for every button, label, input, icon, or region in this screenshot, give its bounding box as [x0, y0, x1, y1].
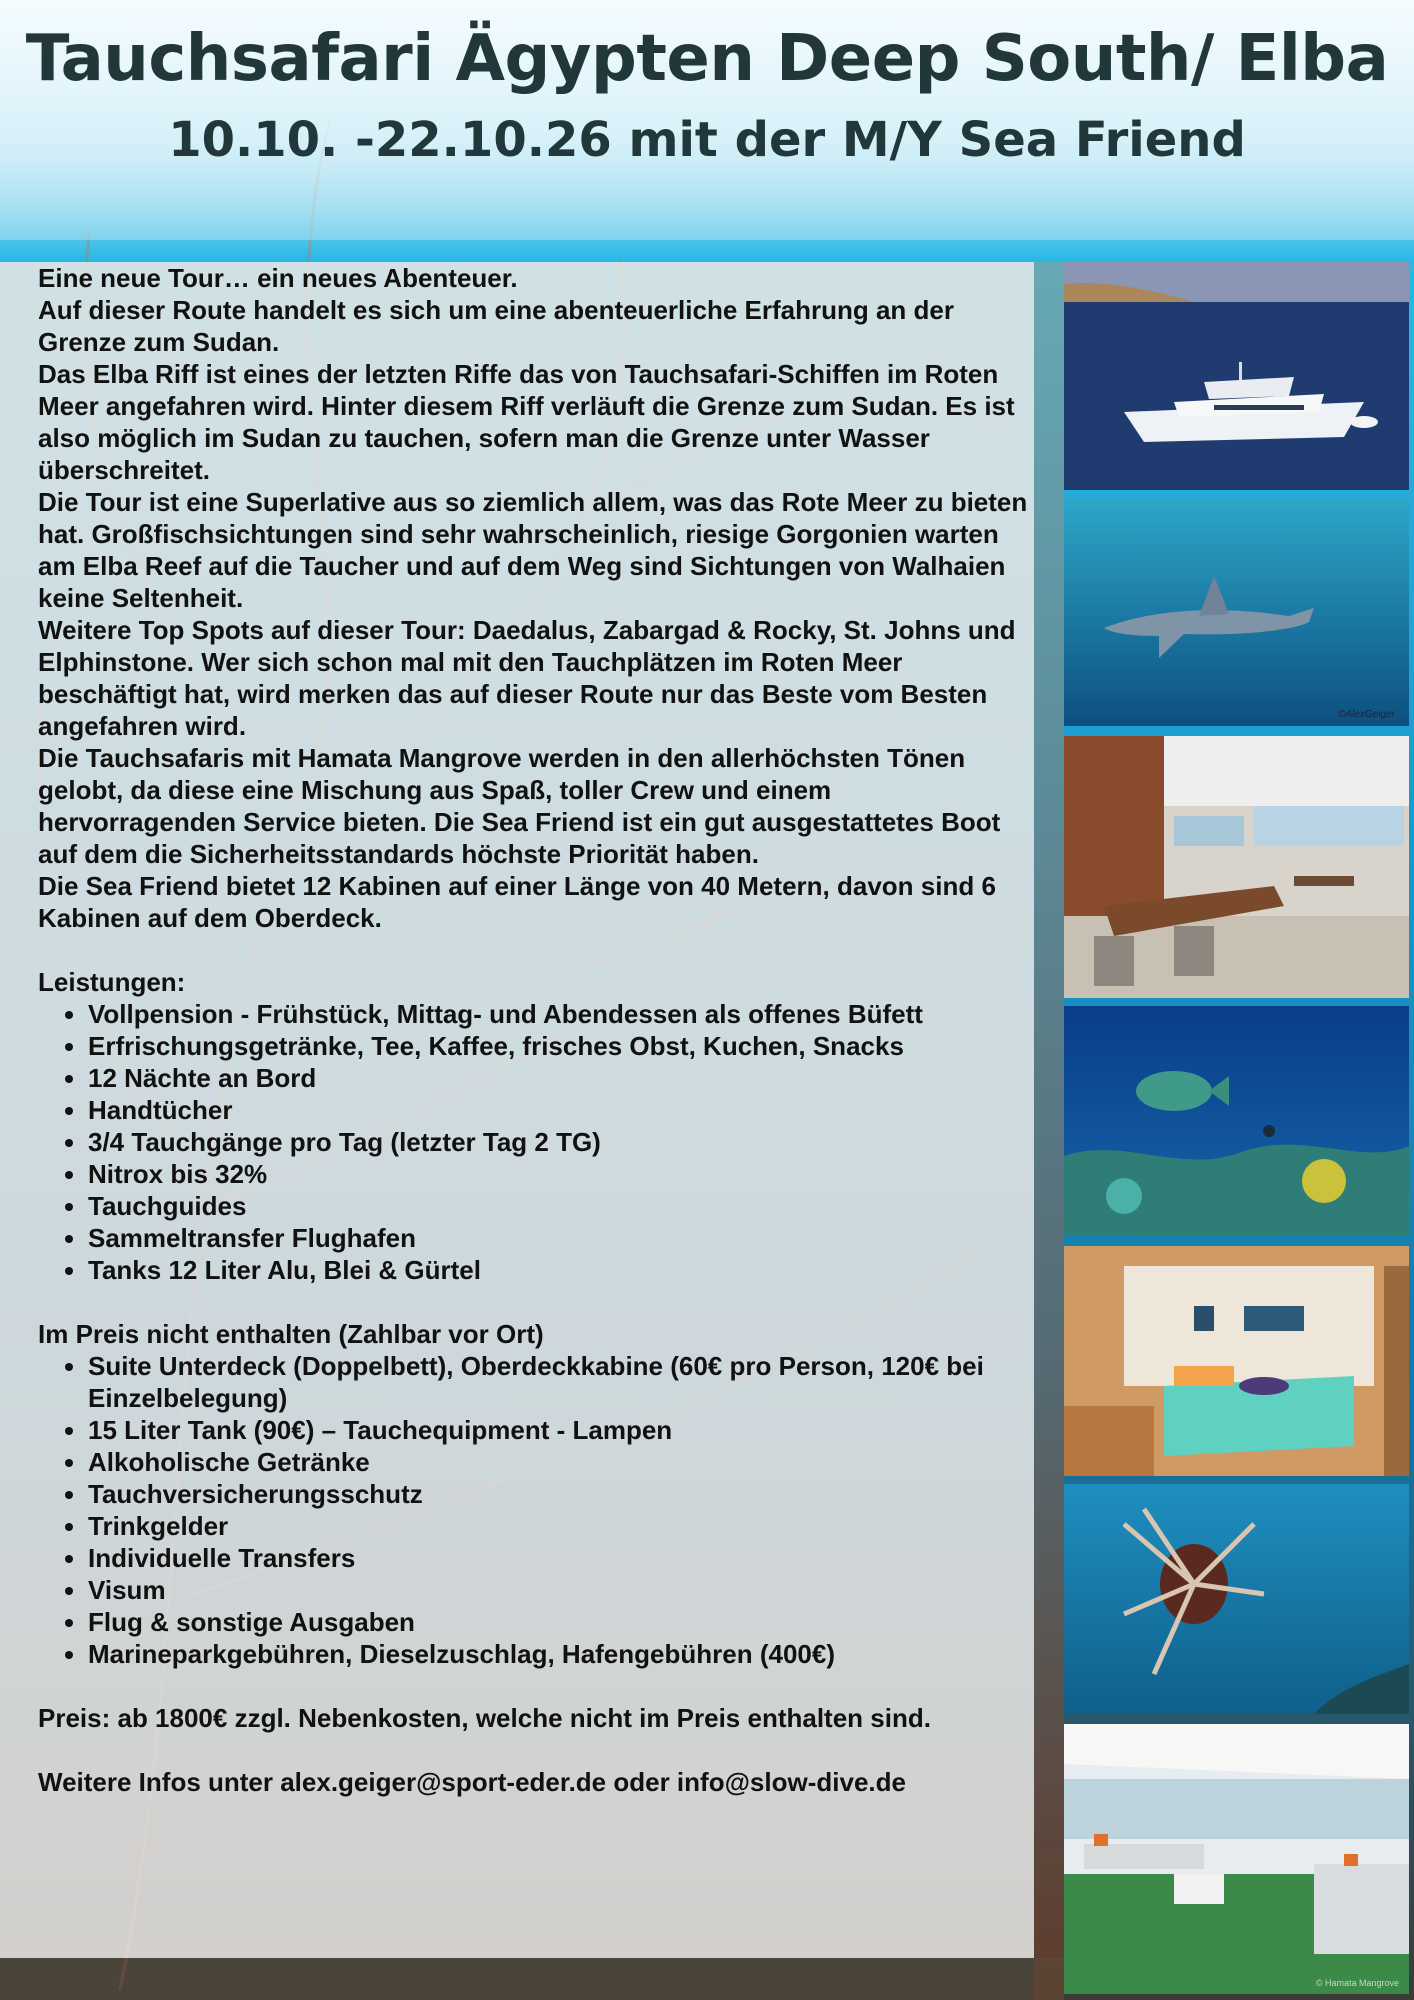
- page-title: Tauchsafari Ägypten Deep South/ Elba: [25, 22, 1389, 96]
- intro-line: Eine neue Tour… ein neues Abenteuer.: [38, 263, 518, 293]
- list-item: • Marineparkgebühren, Dieselzuschlag, Hafengebühren (400€): [88, 1638, 1028, 1670]
- intro-paragraph: Die Tour ist eine Superlative aus so ziemlich allem, was das Rote Meer zu bieten hat. Großfischsichtungen sind sehr wahrscheinlich, riesige Gorgonien warten am Elba Reef auf die Taucher und auf dem Weg sind Sichtungen von Walhaien keine Seltenheit.: [38, 487, 1028, 613]
- list-item: • Suite Unterdeck (Doppelbett), Oberdeckkabine (60€ pro Person, 120€ bei Einzelbelegung): [88, 1350, 1028, 1414]
- photo-credit: © Hamata Mangrove: [1315, 1978, 1399, 1988]
- list-item: • Tauchguides: [88, 1190, 1028, 1222]
- cabin-photo: [1064, 1246, 1409, 1476]
- contact-text: Weitere Infos unter alex.geiger@sport-eder.de oder info@slow-dive.de: [38, 1767, 906, 1797]
- content-text: [38, 262, 1028, 1798]
- list-item: • 15 Liter Tank (90€) – Tauchequipment - Lampen: [88, 1414, 1028, 1446]
- list-item: • 3/4 Tauchgänge pro Tag (letzter Tag 2 TG): [88, 1126, 1028, 1158]
- services-list: [38, 998, 1028, 1286]
- list-item: • Sammeltransfer Flughafen: [88, 1222, 1028, 1254]
- photo-column: [1064, 262, 1414, 2000]
- list-item: • Flug & sonstige Ausgaben: [88, 1606, 1028, 1638]
- reef-fish-photo: [1064, 1006, 1409, 1236]
- price-text: Preis: ab 1800€ zzgl. Nebenkosten, welche nicht im Preis enthalten sind.: [38, 1703, 931, 1733]
- intro-paragraph: Weitere Top Spots auf dieser Tour: Daedalus, Zabargad & Rocky, St. Johns und Elphinstone. Wer sich schon mal mit den Tauchplätzen im Roten Meer beschäftigt hat, wird merken das auf dieser Route nur das Beste vom Besten angefahren wird.: [38, 615, 1016, 741]
- intro-paragraph: Das Elba Riff ist eines der letzten Riffe das von Tauchsafari-Schiffen im Roten Meer angefahren wird. Hinter diesem Riff verläuft die Grenze zum Sudan. Es ist also möglich im Sudan zu tauchen, sofern man die Grenze unter Wasser überschreitet.: [38, 359, 1015, 485]
- yacht-photo: [1064, 262, 1409, 490]
- intro-paragraph: Die Sea Friend bietet 12 Kabinen auf einer Länge von 40 Metern, davon sind 6 Kabinen auf dem Oberdeck.: [38, 871, 996, 933]
- list-item: • 12 Nächte an Bord: [88, 1062, 1028, 1094]
- list-item: • Trinkgelder: [88, 1510, 1028, 1542]
- list-item: • Tanks 12 Liter Alu, Blei & Gürtel: [88, 1254, 1028, 1286]
- intro-paragraph: Auf dieser Route handelt es sich um eine abenteuerliche Erfahrung an der Grenze zum Sudan.: [38, 295, 954, 357]
- list-item: • Erfrischungsgetränke, Tee, Kaffee, frisches Obst, Kuchen, Snacks: [88, 1030, 1028, 1062]
- list-item: • Alkoholische Getränke: [88, 1446, 1028, 1478]
- excluded-heading: Im Preis nicht enthalten (Zahlbar vor Ort): [38, 1319, 544, 1349]
- lionfish-photo: [1064, 1484, 1409, 1714]
- list-item: • Visum: [88, 1574, 1028, 1606]
- list-item: • Individuelle Transfers: [88, 1542, 1028, 1574]
- page-subtitle: 10.10. -22.10.26 mit der M/Y Sea Friend: [168, 112, 1246, 168]
- list-item: • Tauchversicherungsschutz: [88, 1478, 1028, 1510]
- list-item: • Vollpension - Frühstück, Mittag- und Abendessen als offenes Büfett: [88, 998, 1028, 1030]
- shark-photo: [1064, 498, 1409, 726]
- list-item: • Handtücher: [88, 1094, 1028, 1126]
- list-item: • Nitrox bis 32%: [88, 1158, 1028, 1190]
- intro-paragraph: Die Tauchsafaris mit Hamata Mangrove werden in den allerhöchsten Tönen gelobt, da diese eine Mischung aus Spaß, toller Crew und einem hervorragenden Service bieten. Die Sea Friend ist ein gut ausgestattetes Boot auf dem die Sicherheitsstandards höchste Priorität haben.: [38, 743, 1001, 869]
- photo-credit: ©AlexGeiger: [1338, 709, 1395, 720]
- excluded-list: [38, 1350, 1028, 1670]
- sun-deck-photo: [1064, 1724, 1409, 1994]
- dining-room-photo: [1064, 736, 1409, 998]
- services-heading: Leistungen:: [38, 967, 186, 997]
